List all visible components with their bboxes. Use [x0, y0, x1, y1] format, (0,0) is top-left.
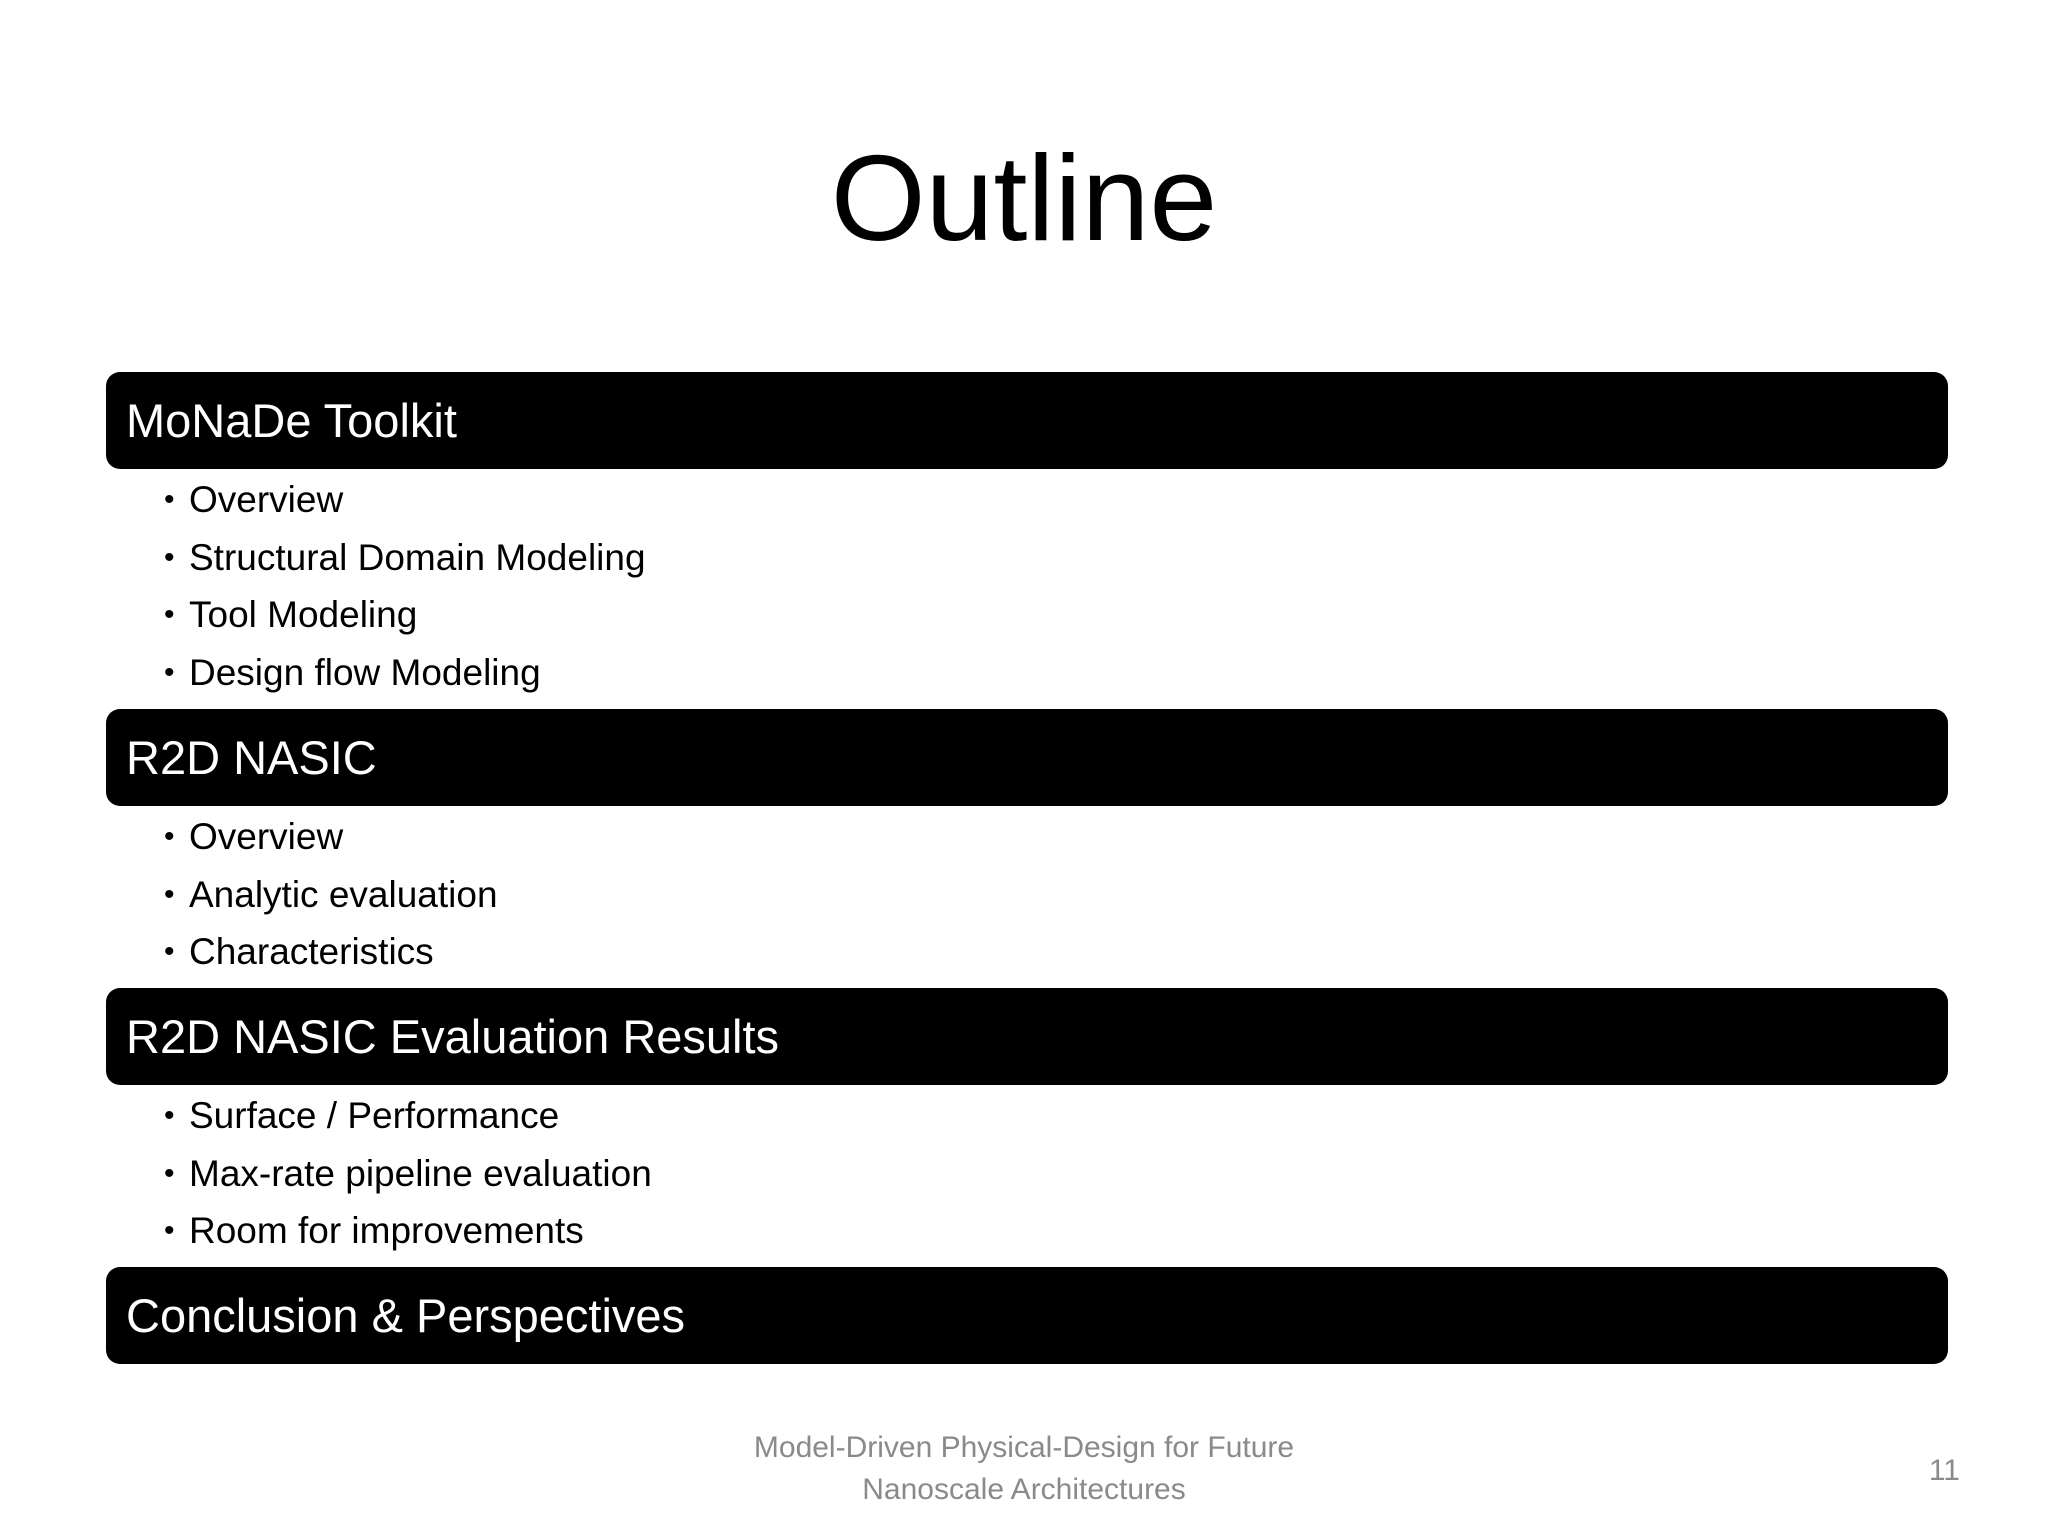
- list-item: [164, 644, 646, 702]
- section-heading-conclusion: Conclusion & Perspectives: [106, 1267, 1948, 1364]
- slide-title: Outline: [830, 130, 1218, 266]
- list-item: [164, 586, 646, 644]
- list-item-label: Characteristics: [189, 931, 434, 972]
- section-heading-monade-toolkit: MoNaDe Toolkit: [106, 372, 1948, 469]
- list-item: [164, 866, 498, 924]
- list-item: [164, 471, 646, 529]
- list-item: [164, 529, 646, 587]
- list-item: [164, 923, 498, 981]
- bullet-icon: •: [164, 1156, 175, 1190]
- list-item: [164, 1087, 652, 1145]
- list-item-label: Max-rate pipeline evaluation: [189, 1152, 652, 1194]
- page-number: 11: [1928, 1454, 1960, 1487]
- section-heading-evaluation-results: R2D NASIC Evaluation Results: [106, 988, 1948, 1085]
- bullet-icon: •: [164, 1214, 175, 1247]
- footer-line-1: Model-Driven Physical-Design for Future: [753, 1431, 1295, 1464]
- section-list-evaluation-results: [164, 1087, 652, 1260]
- list-item-label: Analytic evaluation: [189, 873, 498, 915]
- list-item-label: Overview: [189, 479, 344, 520]
- list-item-label: Surface / Performance: [189, 1095, 560, 1136]
- list-item-label: Room for improvements: [189, 1210, 584, 1251]
- bullet-icon: •: [164, 540, 175, 574]
- list-item-label: Tool Modeling: [189, 594, 418, 635]
- section-heading-r2d-nasic: R2D NASIC: [106, 709, 1948, 806]
- list-item: [164, 1202, 652, 1260]
- slide-footer: [624, 1427, 1424, 1511]
- section-list-monade-toolkit: [164, 471, 646, 701]
- section-list-r2d-nasic: [164, 808, 498, 981]
- bullet-icon: •: [164, 1099, 175, 1132]
- bullet-icon: •: [164, 598, 175, 631]
- bullet-icon: •: [164, 655, 175, 689]
- list-item: [164, 1145, 652, 1203]
- list-item-label: Overview: [189, 816, 344, 857]
- footer-line-2: Nanoscale Architectures: [862, 1473, 1186, 1506]
- bullet-icon: •: [164, 877, 175, 911]
- bullet-icon: •: [164, 820, 175, 853]
- list-item-label: Design flow Modeling: [189, 651, 541, 693]
- bullet-icon: •: [164, 483, 175, 516]
- list-item: [164, 808, 498, 866]
- bullet-icon: •: [164, 935, 175, 968]
- list-item-label: Structural Domain Modeling: [189, 536, 646, 578]
